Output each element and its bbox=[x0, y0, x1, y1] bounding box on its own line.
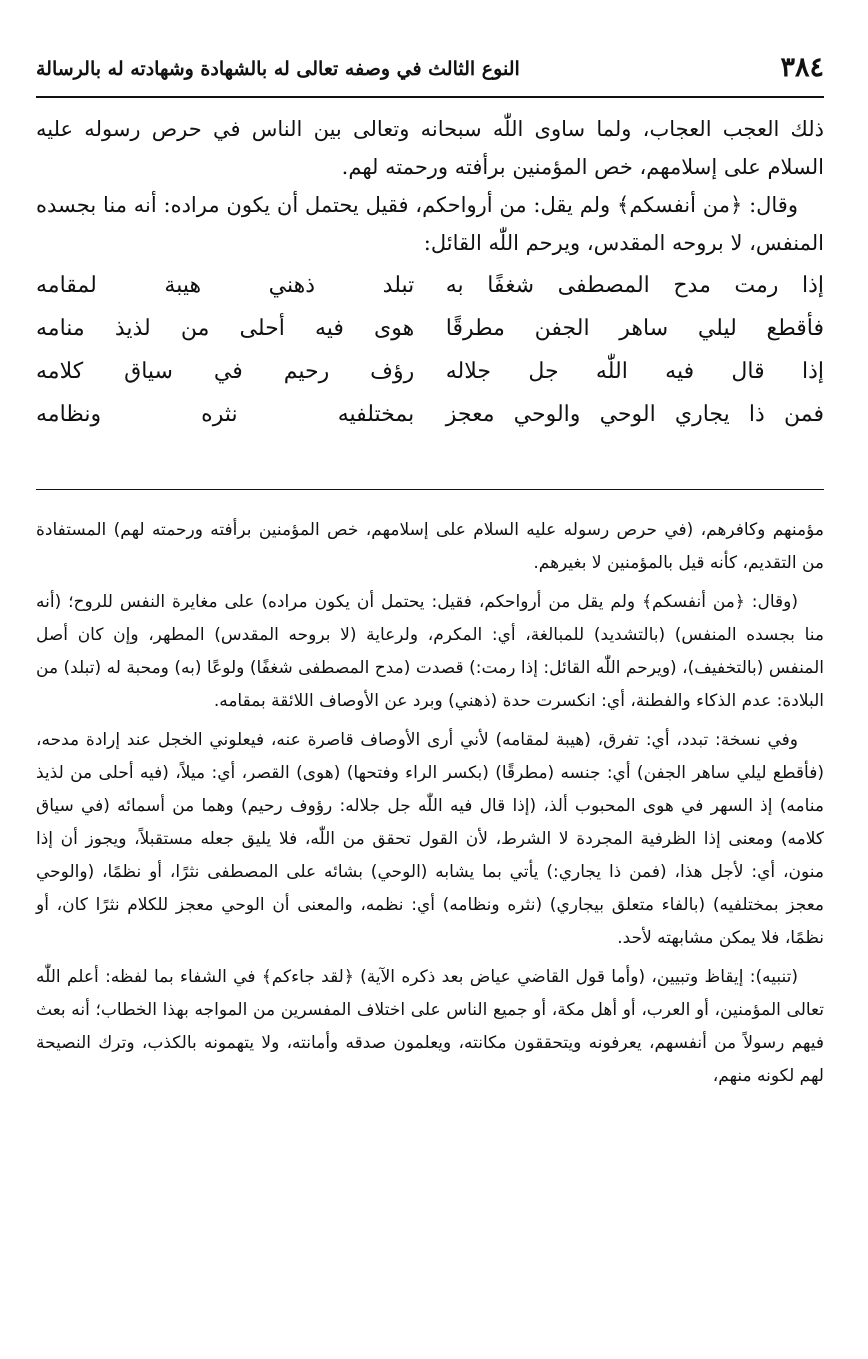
main-paragraph-1: ذلك العجب العجاب، ولما ساوى اللّٰه سبحانه وتعالى بين الناس في حرص رسوله عليه السلام على إسلامهم، خص المؤمنين برأفته ورحمته لهم. bbox=[36, 117, 824, 179]
running-title: النوع الثالث في وصفه تعالى له بالشهادة وشهادته له بالرسالة bbox=[36, 58, 520, 80]
poem-verse bbox=[36, 307, 824, 350]
page-header bbox=[36, 52, 824, 88]
main-paragraph-2: وقال: ﴿من أنفسكم﴾ ولم يقل: من أرواحكم، فقيل يحتمل أن يكون مراده: أنه منا بجسده المنفس، لا بروحه المقدس، ويرحم اللّٰه القائل: bbox=[36, 193, 824, 255]
commentary-paragraph-4: (تنبيه): إيقاظ وتبيين، (وأما قول القاضي عياض بعد ذكره الآية) ﴿لقد جاءكم﴾ في الشفاء بما لفظه: أعلم اللّٰه تعالى المؤمنين، أو العرب، أو أهل مكة، أو جميع الناس على اختلاف المفسرين من المواجه بهذا الخطاب؛ أنه بعث فيهم رسولاً من أنفسهم، يعرفونه ويتحققون مكانته، ويعلمون صدقه وأمانته، ولا يتهمونه بالكذب، وترك النصيحة لهم لكونه منهم، bbox=[36, 967, 824, 1086]
text-divider bbox=[36, 489, 824, 490]
verse-first-hemistich: فمن ذا يجاري الوحي والوحي معجز bbox=[445, 402, 824, 427]
commentary bbox=[36, 514, 824, 1099]
verse-first-hemistich: فأقطع ليلي ساهر الجفن مطرقًا bbox=[445, 316, 824, 341]
commentary-paragraph-3: وفي نسخة: تبدد، أي: تفرق، (هيبة لمقامه) لأني أرى الأوصاف قاصرة عنه، فيعلوني الخجل عند إرادة مدحه، (فأقطع ليلي ساهر الجفن) أي: جنسه (مطرقًا) (بكسر الراء وفتحها) (هوى) القصر، أي: ميلاً، (فيه أحلى من لذيذ منامه) إذ السهر في هوى المحبوب ألذ، (إذا قال فيه اللّٰه جل جلاله: رؤوف رحيم) وهما من أسمائه (في سياق كلامه) ومعنى إذا الظرفية المجردة لا الشرط، لأن القول تحقق من اللّٰه، فلا يليق جعله مستقبلاً، ويجوز أن إذا منون، أي: لأجل هذا، (فمن ذا يجاري:) يأتي بما يشابه (الوحي) بشائه على المصطفى نثرًا، أو نظمًا، (والوحي معجز بمختلفيه) (بالفاء متعلق بيجاري) (نثره ونظامه) أي: نظمه، والمعنى أن الوحي معجز للكلام نثرًا كان، أو نظمًا، فلا يمكن مشابهته لأحد. bbox=[36, 730, 824, 948]
main-text bbox=[36, 110, 824, 436]
verse-second-hemistich: هوى فيه أحلى من لذيذ منامه bbox=[36, 316, 415, 341]
verse-second-hemistich: بمختلفيه نثره ونظامه bbox=[36, 402, 415, 427]
header-rule bbox=[36, 96, 824, 98]
verse-second-hemistich: رؤف رحيم في سياق كلامه bbox=[36, 359, 415, 384]
poem-verse bbox=[36, 350, 824, 393]
commentary-paragraph-1: مؤمنهم وكافرهم، (في حرص رسوله عليه السلام على إسلامهم، خص المؤمنين برأفته ورحمته لهم) المستفادة من التقديم، كأنه قيل بالمؤمنين لا بغيرهم. bbox=[36, 520, 824, 573]
poem bbox=[36, 264, 824, 436]
verse-first-hemistich: إذا قال فيه اللّٰه جل جلاله bbox=[445, 359, 824, 384]
commentary-paragraph-2: (وقال: ﴿من أنفسكم﴾ ولم يقل من أرواحكم، فقيل: يحتمل أن يكون مراده) على مغايرة النفس للروح؛ (أنه منا بجسده المنفس) (بالتشديد) للمبالغة، أي: المكرم، ولرعاية (لا بروحه المقدس) المطهر، وإن كان أصل المنفس (بالتخفيف)، (ويرحم اللّٰه القائل: إذا رمت:) قصدت (مدح المصطفى شغفًا) ولوعًا (به) ومحبة له (تبلد) من البلادة: عدم الذكاء والفطنة، أي: انكسرت حدة (ذهني) وبرد عن الأوصاف اللائقة بمقامه. bbox=[36, 592, 824, 711]
poem-verse bbox=[36, 264, 824, 307]
verse-second-hemistich: تبلد ذهني هيبة لمقامه bbox=[36, 273, 415, 298]
poem-verse bbox=[36, 393, 824, 436]
verse-first-hemistich: إذا رمت مدح المصطفى شغفًا به bbox=[445, 273, 824, 298]
page-number: ٣٨٤ bbox=[780, 52, 824, 83]
